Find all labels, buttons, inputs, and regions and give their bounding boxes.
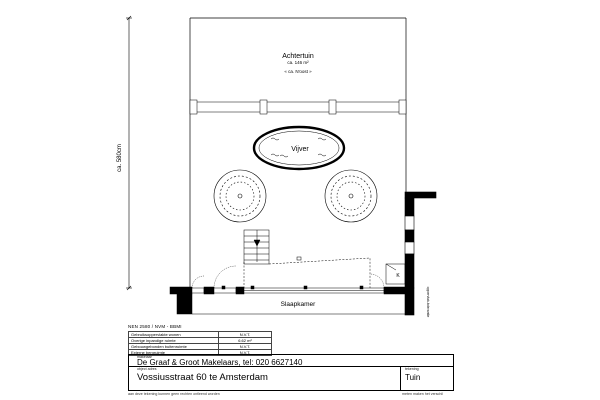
pond-label: Vijver <box>291 146 309 153</box>
dimension-label: ca. 580cm <box>117 144 123 172</box>
garden-area: ca. 146 m² <box>287 60 309 65</box>
nen-table-heading: NEN 2580 / NVM - BBMI <box>128 324 182 329</box>
front-wall <box>170 286 405 314</box>
nen-area-table <box>128 331 272 356</box>
slogan-text: meten maken het verschil <box>402 392 443 396</box>
door-mark: K <box>396 273 400 279</box>
row-label: Overige inpandige ruimte <box>129 338 219 344</box>
right-wall <box>405 192 436 315</box>
tree-right <box>325 170 377 222</box>
row-value: 6.62 m² <box>219 338 272 344</box>
tree-left <box>214 170 266 222</box>
object-cell <box>129 367 401 390</box>
drawing-cell <box>401 367 453 390</box>
garden-label: Achtertuin <box>282 53 314 60</box>
object-value: Vossiusstraat 60 te Amsterdam <box>137 372 268 383</box>
side-note: oppervlak-tolerantie <box>426 286 430 318</box>
title-block <box>128 354 454 391</box>
garden-fence <box>190 100 406 114</box>
drawing-value: Tuin <box>405 373 421 382</box>
row-label: Externe bergruimte <box>129 350 219 356</box>
drawing-label: tekening <box>405 367 419 371</box>
overhead-marker <box>297 257 301 260</box>
maker-value: De Graaf & Groot Makelaars, tel: 020 6627140 <box>137 358 303 367</box>
dimension-line-vertical <box>126 16 132 290</box>
maker-cell <box>129 355 453 367</box>
door-swings <box>192 266 384 288</box>
row-value: N.V.T. <box>219 332 272 338</box>
stairs <box>244 230 269 264</box>
room-label: Slaapkamer <box>280 301 316 308</box>
row-label: Gebouwgebonden buitenruimte <box>129 344 219 350</box>
disclaimer-text: aan deze tekening kunnen geen rechten ontleend worden <box>128 392 220 396</box>
row-value: N.V.T. <box>219 344 272 350</box>
overhead-line <box>244 258 370 288</box>
garden-orientation: « ca. N'oost » <box>284 69 312 74</box>
row-label: Gebruiksoppervlakte wonen <box>129 332 219 338</box>
maker-label: makelaar <box>137 355 152 359</box>
object-label: object adres <box>137 367 157 371</box>
row-value: N.V.T. <box>219 350 272 356</box>
